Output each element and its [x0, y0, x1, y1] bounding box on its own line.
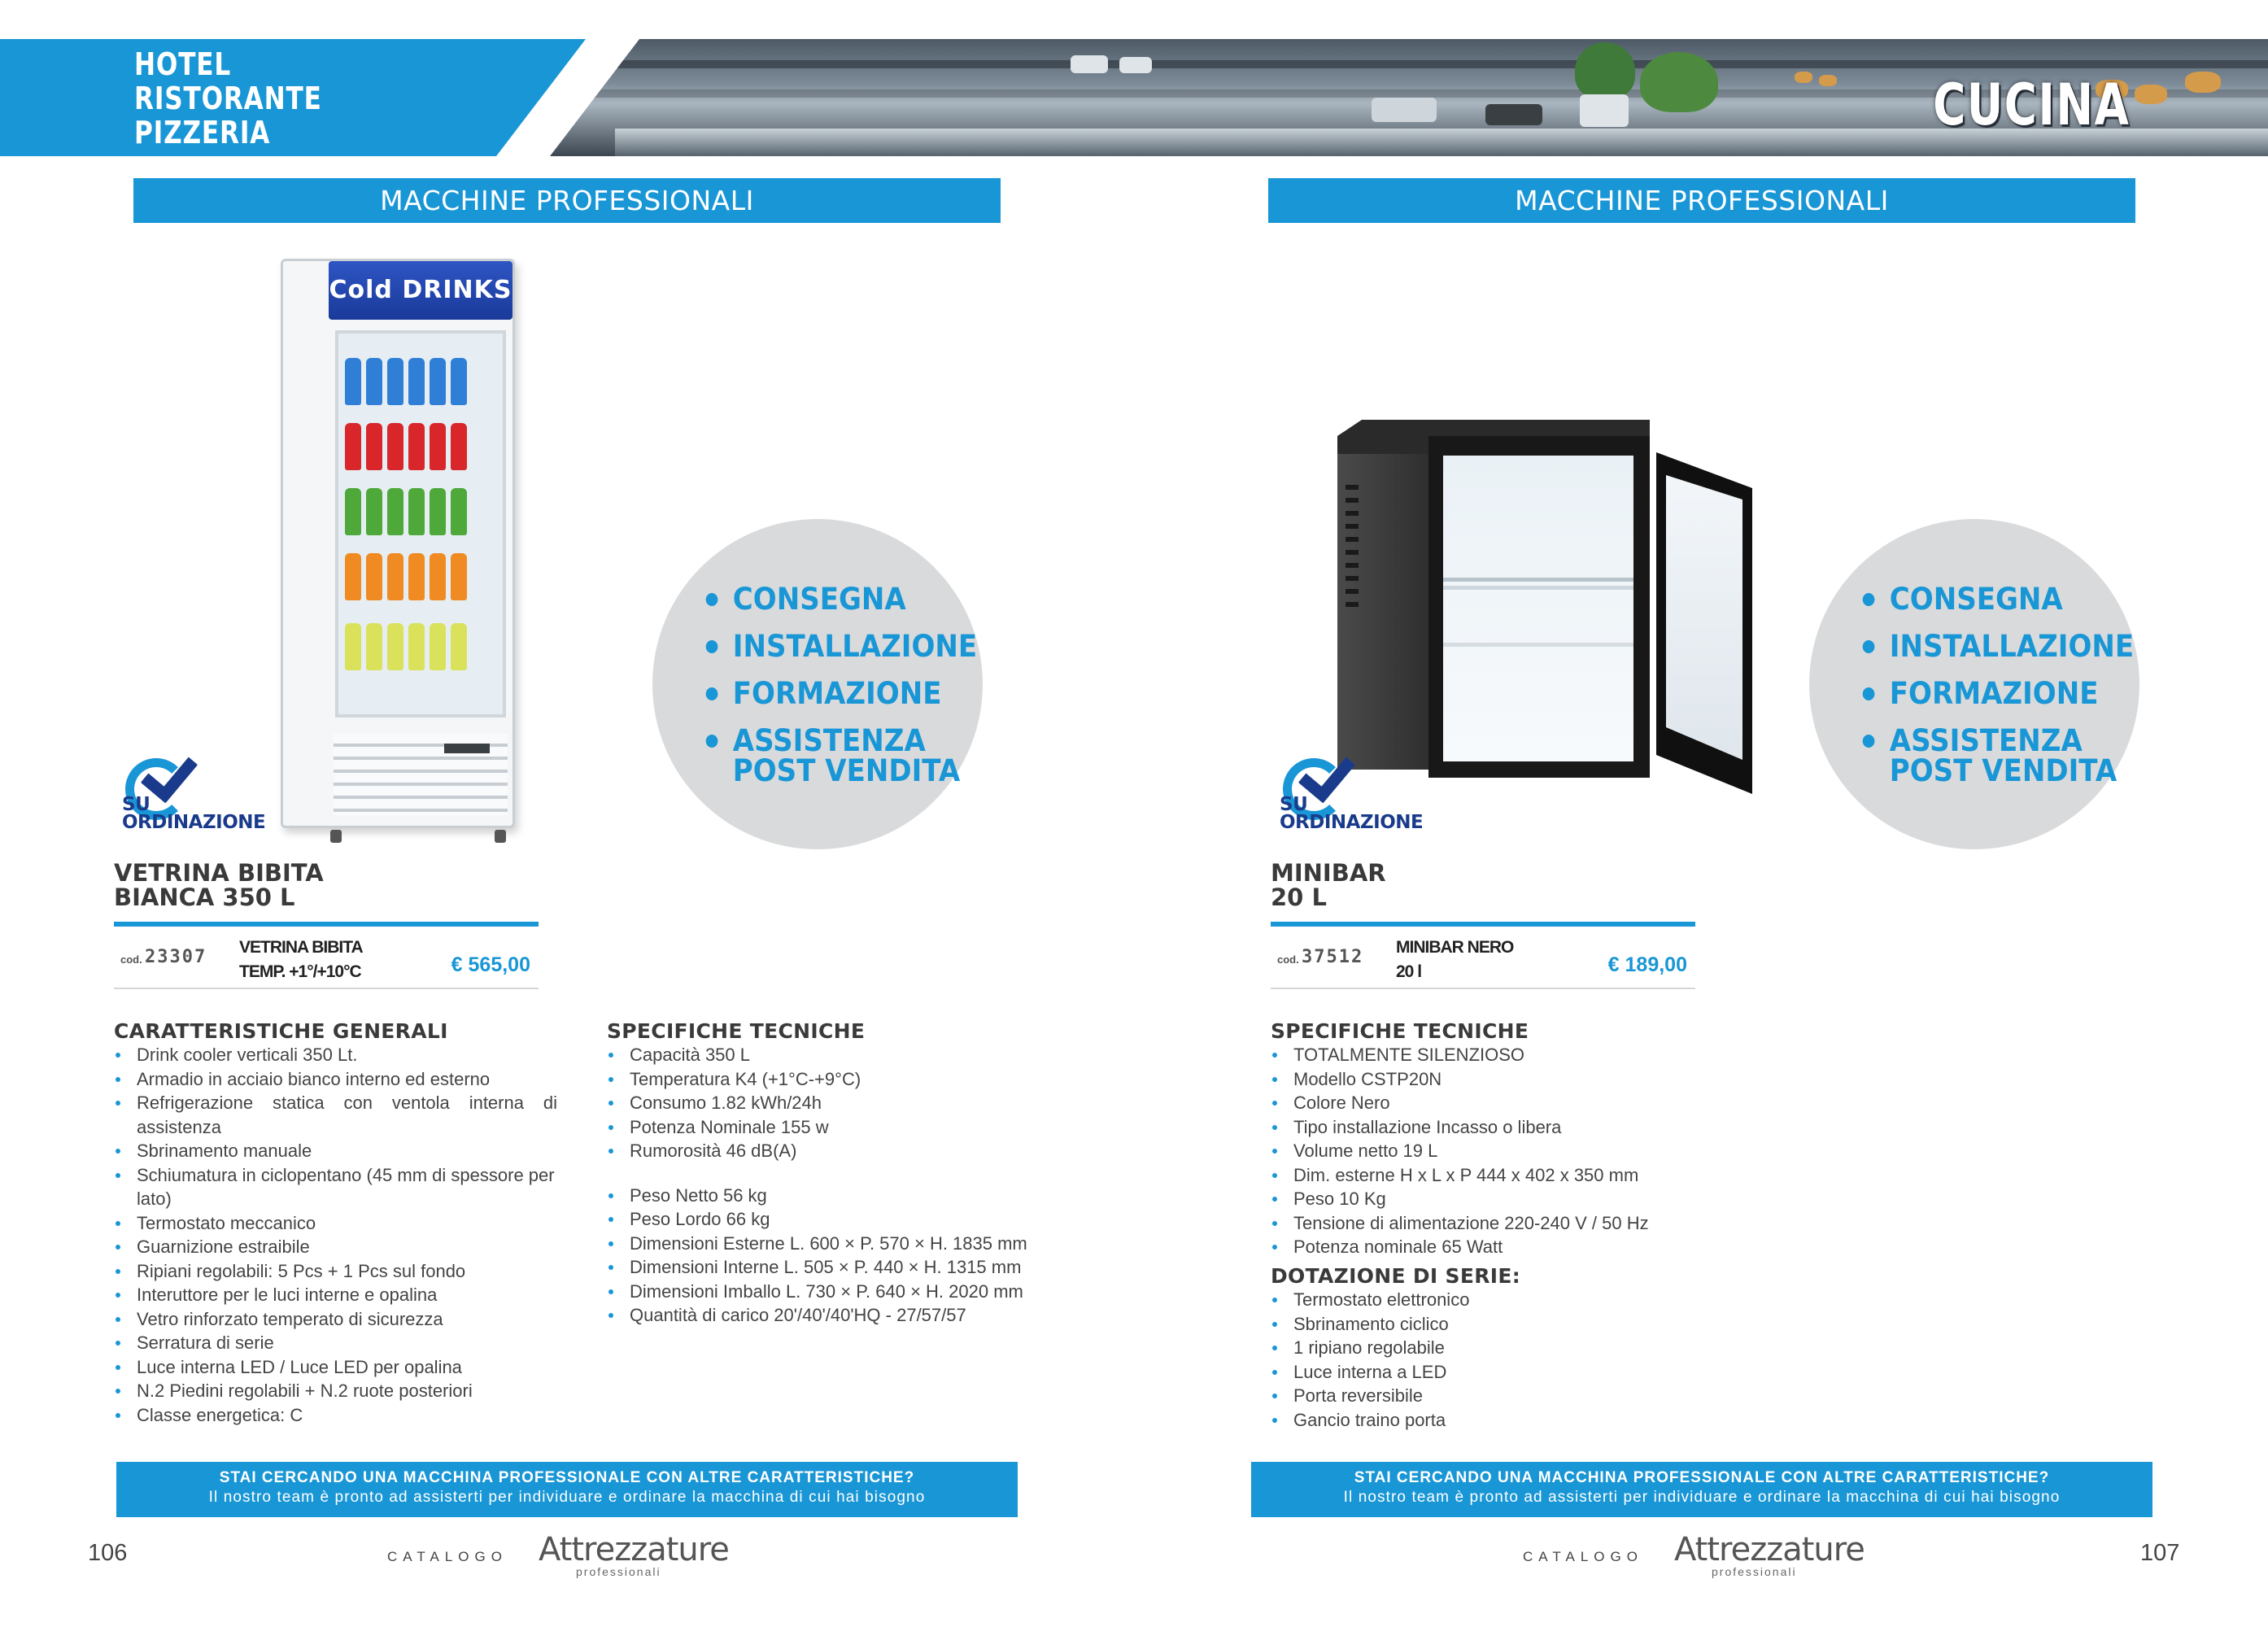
list-item: Luce interna LED / Luce LED per opalina	[114, 1355, 557, 1380]
product-code: 23307	[145, 947, 207, 967]
product-image-vetrina	[277, 259, 519, 843]
list-item: Rumorosità 46 dB(A)	[607, 1139, 1062, 1163]
su-ordinazione-badge: SU ORDINAZIONE	[1278, 748, 1424, 830]
product-title: VETRINA BIBITA BIANCA 350 L	[114, 859, 324, 911]
list-item: Porta reversibile	[1271, 1384, 1759, 1408]
product-short-desc: VETRINA BIBITA TEMP. +1°/+10°C	[239, 938, 363, 981]
list-item: Vetro rinforzato temperato di sicurezza	[114, 1307, 557, 1332]
list-item: Quantità di carico 20'/40'/40'HQ - 27/57/57	[607, 1303, 1062, 1328]
su-ordinazione-badge: SU ORDINAZIONE	[120, 748, 267, 830]
list-item: Guarnizione estraibile	[114, 1235, 557, 1259]
equipment-title: DOTAZIONE DI SERIE:	[1271, 1264, 1521, 1288]
list-item: Sbrinamento ciclico	[1271, 1312, 1759, 1337]
list-item: Capacità 350 L	[607, 1043, 1062, 1067]
list-item: Tipo installazione Incasso o libera	[1271, 1115, 1759, 1140]
cta-banner: STAI CERCANDO UNA MACCHINA PROFESSIONALE CON ALTRE CARATTERISTICHE? Il nostro team è pronto ad assisterti per individuare e ordinare la macchina di cui hai bisogno	[116, 1462, 1018, 1517]
category-banner: MACCHINE PROFESSIONALI	[1268, 178, 2135, 223]
list-item: Peso Netto 56 kg	[607, 1184, 1062, 1208]
page-number: 106	[88, 1540, 128, 1566]
service-item: CONSEGNA	[1860, 584, 2134, 614]
list-item: Temperatura K4 (+1°C-+9°C)	[607, 1067, 1062, 1092]
list-item: Refrigerazione statica con ventola interna di assistenza	[114, 1091, 557, 1139]
tech-specs-title: SPECIFICHE TECNICHE	[607, 1019, 866, 1043]
product-code-row: cod. 37512 MINIBAR NERO 20 l € 189,00	[1271, 936, 1695, 989]
header-title: HOTEL RISTORANTE PIZZERIA	[134, 46, 322, 150]
list-item: Volume netto 19 L	[1271, 1139, 1759, 1163]
general-features-list	[114, 1043, 557, 1427]
title-underline	[1271, 922, 1695, 927]
list-item: Termostato elettronico	[1271, 1288, 1759, 1312]
section-title: CUCINA	[1932, 72, 2130, 138]
tech-specs-list	[1271, 1043, 1759, 1259]
service-item: FORMAZIONE	[1860, 678, 2134, 709]
page-number: 107	[2140, 1540, 2180, 1566]
services-circle	[1809, 519, 2139, 849]
list-item: Drink cooler verticali 350 Lt.	[114, 1043, 557, 1067]
service-item: INSTALLAZIONE	[703, 631, 977, 661]
service-item: CONSEGNA	[703, 584, 977, 614]
product-price: € 565,00	[451, 953, 530, 976]
footer-brand: CATALOGO Attrezzature professionali	[387, 1531, 729, 1578]
equipment-list	[1271, 1288, 1759, 1432]
product-price: € 189,00	[1607, 953, 1687, 976]
fridge-sign: Cold DRINKS	[329, 261, 512, 320]
category-banner: MACCHINE PROFESSIONALI	[133, 178, 1001, 223]
list-item: Classe energetica: C	[114, 1403, 557, 1428]
title-underline	[114, 922, 539, 927]
list-item: Consumo 1.82 kWh/24h	[607, 1091, 1062, 1115]
list-item: Armadio in acciaio bianco interno ed esterno	[114, 1067, 557, 1092]
list-item: Serratura di serie	[114, 1331, 557, 1355]
list-item: N.2 Piedini regolabili + N.2 ruote posteriori	[114, 1379, 557, 1403]
list-item: Dim. esterne H x L x P 444 x 402 x 350 mm	[1271, 1163, 1759, 1188]
tech-specs-title: SPECIFICHE TECNICHE	[1271, 1019, 1529, 1043]
list-item: Dimensioni Interne L. 505 × P. 440 × H. 1315 mm	[607, 1255, 1062, 1280]
list-item: Dimensioni Imballo L. 730 × P. 640 × H. 2020 mm	[607, 1280, 1062, 1304]
product-code-row: cod. 23307 VETRINA BIBITA TEMP. +1°/+10°C € 565,00	[114, 936, 539, 989]
list-item: 1 ripiano regolabile	[1271, 1336, 1759, 1360]
list-item: TOTALMENTE SILENZIOSO	[1271, 1043, 1759, 1067]
footer-brand: CATALOGO Attrezzature professionali	[1523, 1531, 1865, 1578]
services-circle	[652, 519, 983, 849]
general-features-title: CARATTERISTICHE GENERALI	[114, 1019, 448, 1043]
list-item: Potenza Nominale 155 w	[607, 1115, 1062, 1140]
list-item: Tensione di alimentazione 220-240 V / 50 Hz	[1271, 1211, 1759, 1236]
tech-specs-list	[607, 1043, 1062, 1328]
list-item: Dimensioni Esterne L. 600 × P. 570 × H. 1835 mm	[607, 1232, 1062, 1256]
service-item: FORMAZIONE	[703, 678, 977, 709]
product-image-minibar	[1337, 420, 1752, 794]
cta-banner: STAI CERCANDO UNA MACCHINA PROFESSIONALE CON ALTRE CARATTERISTICHE? Il nostro team è pronto ad assisterti per individuare e ordinare la macchina di cui hai bisogno	[1251, 1462, 2152, 1517]
list-item: Peso Lordo 66 kg	[607, 1207, 1062, 1232]
list-item: Schiumatura in ciclopentano (45 mm di spessore per lato)	[114, 1163, 557, 1211]
product-code: 37512	[1302, 947, 1364, 967]
list-item: Ripiani regolabili: 5 Pcs + 1 Pcs sul fondo	[114, 1259, 557, 1284]
list-item: Peso 10 Kg	[1271, 1187, 1759, 1211]
list-item: Termostato meccanico	[114, 1211, 557, 1236]
list-item: Luce interna a LED	[1271, 1360, 1759, 1385]
list-item: Interuttore per le luci interne e opalina	[114, 1283, 557, 1307]
list-item: Colore Nero	[1271, 1091, 1759, 1115]
service-item: ASSISTENZA POST VENDITA	[703, 726, 977, 786]
product-title: MINIBAR 20 L	[1271, 859, 1386, 911]
service-item: ASSISTENZA POST VENDITA	[1860, 726, 2134, 786]
product-short-desc: MINIBAR NERO 20 l	[1396, 938, 1514, 981]
list-item: Sbrinamento manuale	[114, 1139, 557, 1163]
list-item: Gancio traino porta	[1271, 1408, 1759, 1433]
list-item: Potenza nominale 65 Watt	[1271, 1235, 1759, 1259]
page-107	[1134, 0, 2268, 1627]
service-item: INSTALLAZIONE	[1860, 631, 2134, 661]
list-item: Modello CSTP20N	[1271, 1067, 1759, 1092]
